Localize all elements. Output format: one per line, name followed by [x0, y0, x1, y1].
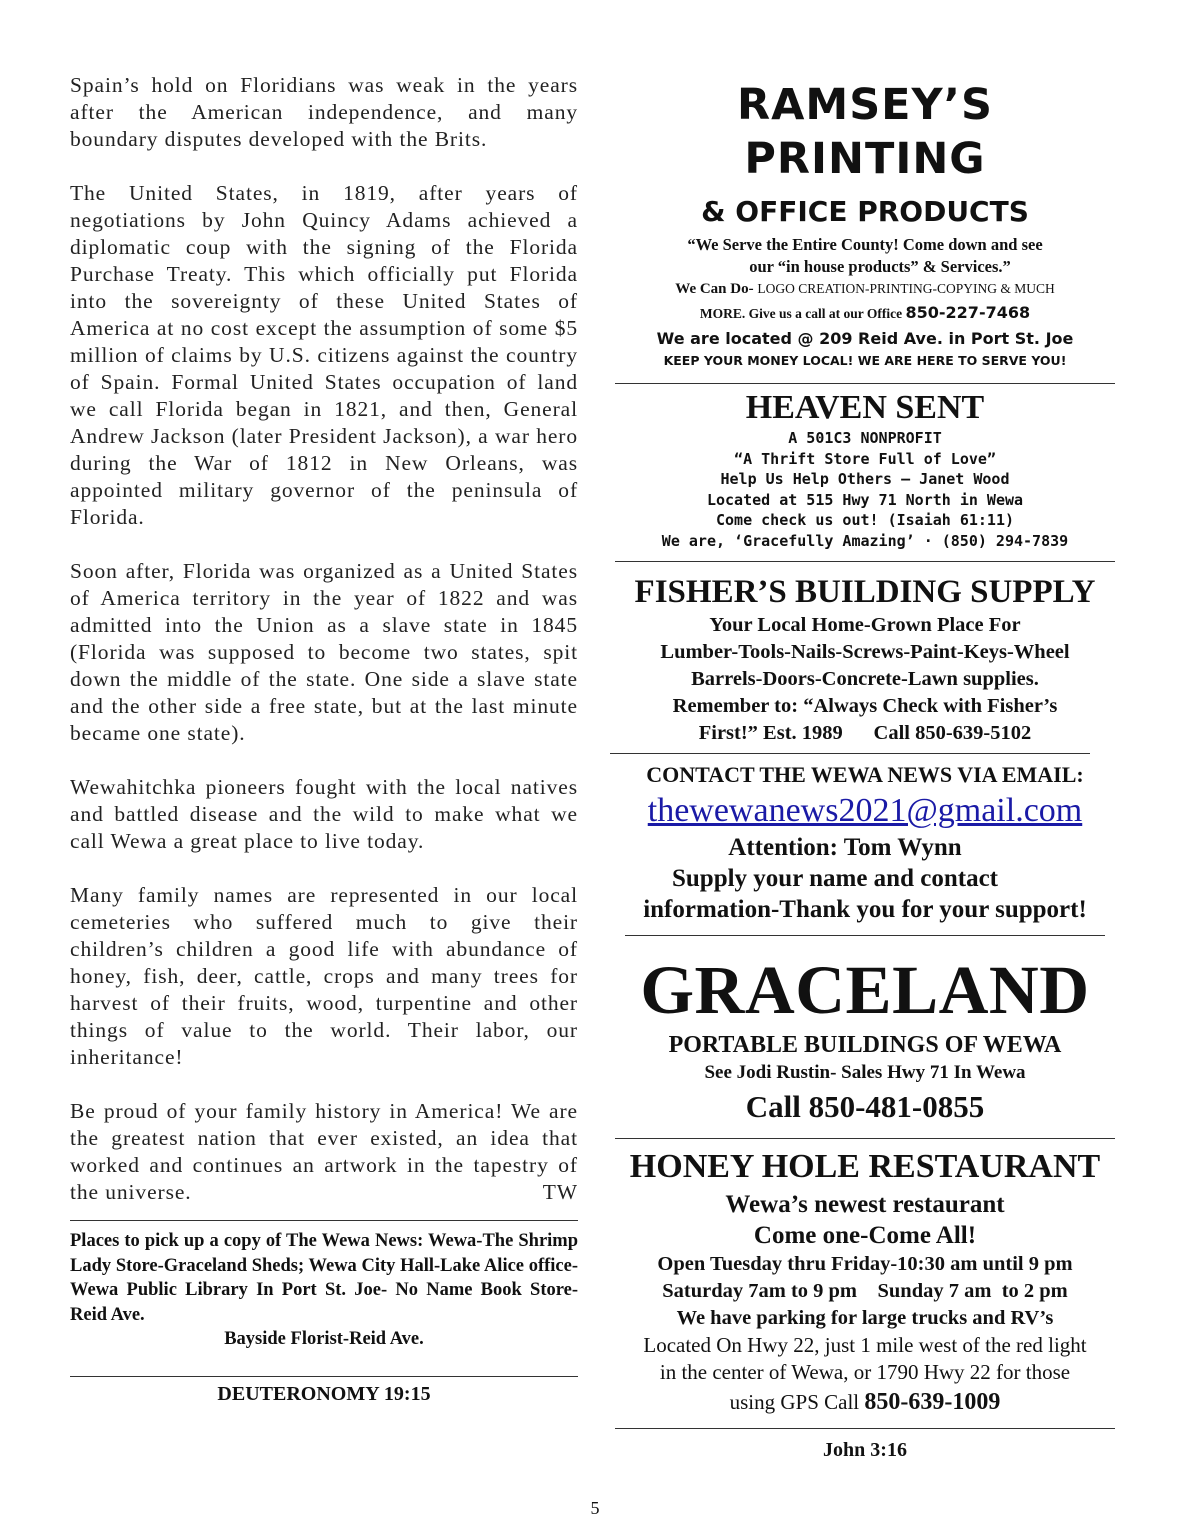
article-paragraph: Soon after, Florida was organized as a United States of America territory in the year of 1822 and was admitted into the Union as a slave state in 1845 (Florida was supposed to become two states, spit down the middle of the state. One side a slave state and the other side a free state, but at the last minute became one state).: [70, 559, 578, 745]
fisher-line: Your Local Home-Grown Place For: [709, 614, 1021, 636]
heaven-line: We are, ‘Gracefully Amazing’ · (850) 294-7839: [661, 531, 1069, 550]
divider: [615, 383, 1115, 384]
contact-section: [610, 760, 1120, 925]
article-paragraph: Wewahitchka pioneers fought with the local natives and battled disease and the wild to make what we call Wewa a great place to live today.: [70, 775, 578, 853]
honey-hours: Saturday 7am to 9 pm Sunday 7 am to 2 pm: [662, 1280, 1068, 1302]
article-paragraph: Spain’s hold on Floridians was weak in the years after the American independence, and many boundary disputes developed with the Brits.: [70, 73, 578, 151]
honey-phone: 850-639-1009: [864, 1389, 1001, 1415]
verse-reference-right: John 3:16: [823, 1439, 907, 1461]
honey-hole-ad: [610, 1145, 1120, 1418]
honey-parking: We have parking for large trucks and RV’s: [676, 1307, 1054, 1329]
ramsey-phone: 850-227-7468: [905, 303, 1031, 322]
fisher-line: Lumber-Tools-Nails-Screws-Paint-Keys-Wheel: [660, 641, 1070, 663]
fisher-line: Barrels-Doors-Concrete-Lawn supplies.: [691, 668, 1039, 690]
honey-hours: Open Tuesday thru Friday-10:30 am until 9 pm: [657, 1253, 1073, 1275]
ramsey-line: our “in house products” & Services.”: [749, 257, 1011, 276]
contact-line: Attention: Tom Wynn: [728, 834, 962, 861]
fisher-line: Remember to: “Always Check with Fisher’s: [672, 695, 1058, 717]
divider: [615, 1138, 1115, 1139]
divider: [70, 1376, 578, 1377]
divider: [610, 753, 1090, 754]
graceland-title: GRACELAND: [640, 952, 1090, 1028]
heaven-line: Come check us out! (Isaiah 61:11): [715, 511, 1014, 529]
honey-title: HONEY HOLE RESTAURANT: [629, 1148, 1101, 1185]
fisher-ad: [610, 572, 1120, 747]
contact-line: Supply your name and contact: [672, 865, 998, 892]
heaven-line: A 501C3 NONPROFIT: [788, 429, 942, 447]
pickup-text: Places to pick up a copy of The Wewa News: Wewa-The Shrimp Lady Store-Graceland Sheds; Wewa City Hall-Lake Alice office-Wewa Public Library In Port St. Joe- No Name Book Store-Reid Ave.: [70, 1231, 578, 1325]
contact-line: information-Thank you for your support!: [643, 896, 1087, 923]
heaven-title: HEAVEN SENT: [745, 389, 985, 426]
divider: [615, 1428, 1115, 1429]
ramsey-slogan: KEEP YOUR MONEY LOCAL! WE ARE HERE TO SERVE YOU!: [663, 353, 1067, 368]
author-signature: TW: [542, 1180, 578, 1204]
verse-reference-left: DEUTERONOMY 19:15: [217, 1382, 431, 1405]
ramsey-title: RAMSEY’S PRINTING: [737, 80, 993, 184]
page-number: 5: [590, 1498, 600, 1518]
ramsey-line: “We Serve the Entire County! Come down and see: [687, 235, 1043, 254]
fisher-title: FISHER’S BUILDING SUPPLY: [634, 574, 1096, 610]
ramsey-ad: [610, 78, 1120, 371]
divider: [625, 935, 1105, 936]
pickup-last-line: Bayside Florist-Reid Ave.: [224, 1329, 424, 1349]
honey-location: Located On Hwy 22, just 1 mile west of the red light: [643, 1333, 1087, 1357]
closing-text: Be proud of your family history in America! We are the greatest nation that ever existed, an idea that worked and continues an artwork in the tapestry of the universe.: [70, 1099, 578, 1204]
article-closing: [70, 1098, 578, 1206]
article-paragraph: The United States, in 1819, after years of negotiations by John Quincy Adams achieved a diplomatic coup with the signing of the Florida Purchase Treaty. This which officially put Florida into the sovereignty of these United States of America at no cost except the assumption of some $5 million of claims by U.S. citizens against the country of Spain. Formal United States occupation of land we call Florida began in 1821, and then, General Andrew Jackson (later President Jackson), a war hero during the War of 1812 in New Orleans, was appointed military governor of the peninsula of Florida.: [70, 181, 578, 529]
heaven-line: Located at 515 Hwy 71 North in Wewa: [706, 490, 1024, 509]
graceland-sales: See Jodi Rustin- Sales Hwy 71 In Wewa: [704, 1062, 1026, 1083]
email-link[interactable]: thewewanews2021@gmail.com: [647, 792, 1083, 829]
heaven-sent-ad: [610, 388, 1120, 551]
graceland-phone: Call 850-481-0855: [745, 1089, 985, 1124]
ramsey-location: We are located @ 209 Reid Ave. in Port St. Joe: [656, 329, 1074, 348]
ramsey-line: We Can Do- LOGO CREATION-PRINTING-COPYING & MUCH: [675, 281, 1055, 297]
divider: [70, 1220, 578, 1221]
ramsey-line: MORE. Give us a call at our Office 850-227-7468: [699, 303, 1031, 322]
article-column: [70, 72, 578, 1406]
ramsey-subtitle: & OFFICE PRODUCTS: [701, 195, 1029, 228]
honey-location: in the center of Wewa, or 1790 Hwy 22 for those: [659, 1360, 1071, 1384]
divider: [615, 561, 1115, 562]
heaven-line: Help Us Help Others – Janet Wood: [720, 470, 1010, 488]
honey-location: using GPS Call 850-639-1009: [729, 1389, 1001, 1415]
graceland-subtitle: PORTABLE BUILDINGS OF WEWA: [668, 1032, 1062, 1058]
pickup-locations: [70, 1229, 578, 1352]
ads-column: [610, 72, 1120, 1462]
honey-tagline: Wewa’s newest restaurant: [725, 1191, 1005, 1218]
graceland-ad: [610, 950, 1120, 1128]
contact-title: CONTACT THE WEWA NEWS VIA EMAIL:: [646, 762, 1084, 787]
honey-tagline: Come one-Come All!: [753, 1222, 977, 1249]
article-paragraph: Many family names are represented in our local cemeteries who suffered much to give their children’s children a good life with abundance of honey, fish, deer, cattle, crops and many trees for harvest of their fruits, wood, turpentine and other things of value to the world. Their labor, our inheritance!: [70, 883, 578, 1069]
fisher-line: First!” Est. 1989 Call 850-639-5102: [698, 722, 1032, 744]
heaven-line: “A Thrift Store Full of Love”: [734, 449, 996, 468]
